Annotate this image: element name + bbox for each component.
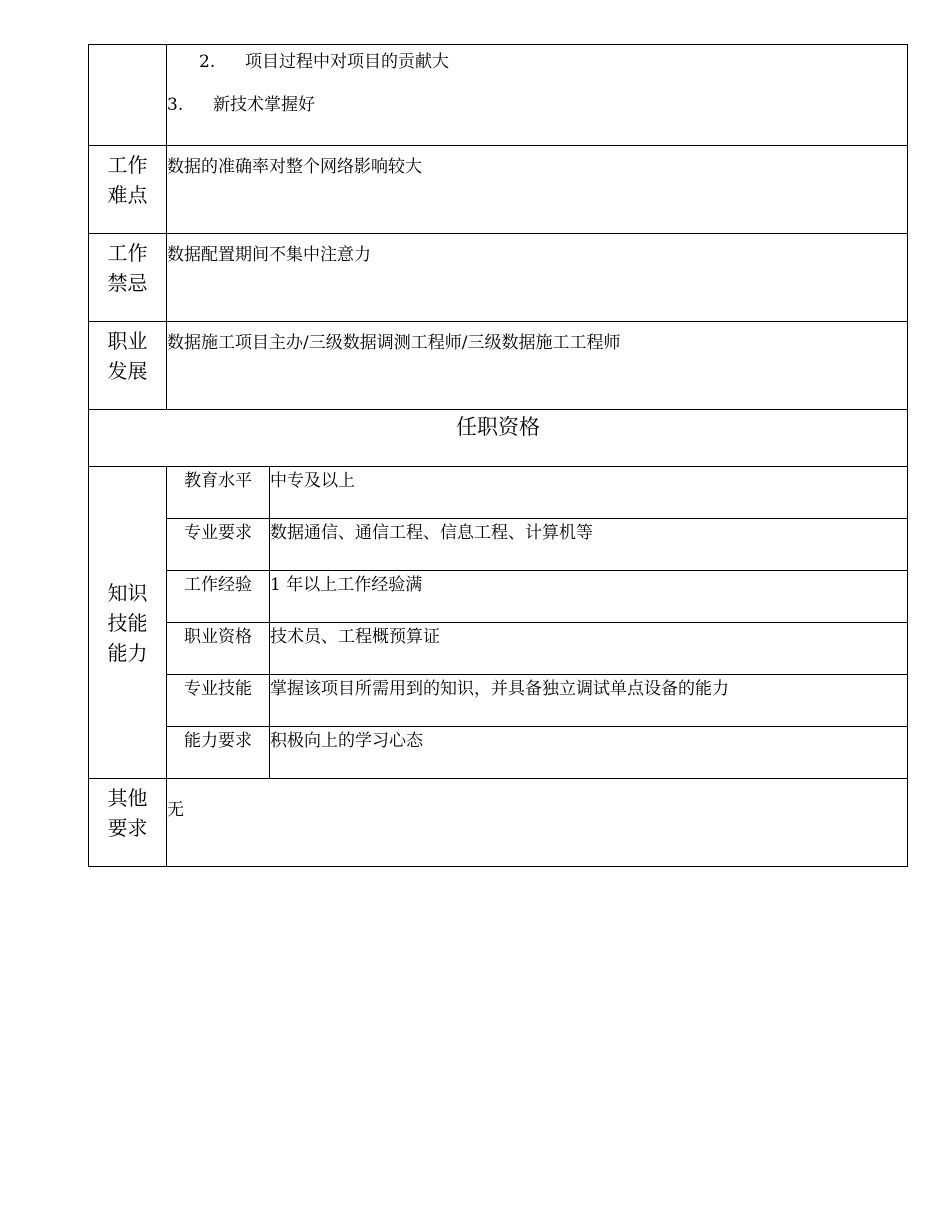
list-item xyxy=(167,91,907,119)
sub-label-major: 专业要求 xyxy=(167,519,270,571)
table-row xyxy=(89,146,908,234)
table-row xyxy=(89,234,908,322)
sub-value-skills: 掌握该项目所需用到的知识，并具备独立调试单点设备的能力 xyxy=(270,675,908,727)
list-number: 2. xyxy=(199,52,216,72)
table-row xyxy=(89,727,908,779)
top-list-cell xyxy=(167,45,908,146)
table-row xyxy=(89,779,908,867)
section-header-row xyxy=(89,410,908,467)
sub-value-education: 中专及以上 xyxy=(270,467,908,519)
row-label-difficulty: 工作 难点 xyxy=(89,146,167,234)
table-row xyxy=(89,623,908,675)
sub-value-experience: 1 年以上工作经验满 xyxy=(270,571,908,623)
table-row xyxy=(89,467,908,519)
row-value-taboo: 数据配置期间不集中注意力 xyxy=(167,234,908,322)
sub-value-ability: 积极向上的学习心态 xyxy=(270,727,908,779)
list-item xyxy=(167,48,907,76)
row-value-career: 数据施工项目主办/三级数据调测工程师/三级数据施工工程师 xyxy=(167,322,908,410)
table-row xyxy=(89,322,908,410)
table-row xyxy=(89,519,908,571)
row-label-other: 其他 要求 xyxy=(89,779,167,867)
sub-label-qualification: 职业资格 xyxy=(167,623,270,675)
section-header: 任职资格 xyxy=(89,410,908,467)
top-list-label-cell xyxy=(89,45,167,146)
knowledge-label: 知识 技能 能力 xyxy=(89,467,167,779)
sub-label-education: 教育水平 xyxy=(167,467,270,519)
sub-label-experience: 工作经验 xyxy=(167,571,270,623)
list-text: 新技术掌握好 xyxy=(213,95,315,115)
list-number: 3. xyxy=(167,95,184,115)
row-value-difficulty: 数据的准确率对整个网络影响较大 xyxy=(167,146,908,234)
top-list-row xyxy=(89,45,908,146)
sub-value-major: 数据通信、通信工程、信息工程、计算机等 xyxy=(270,519,908,571)
sub-label-skills: 专业技能 xyxy=(167,675,270,727)
row-label-taboo: 工作 禁忌 xyxy=(89,234,167,322)
row-label-career: 职业 发展 xyxy=(89,322,167,410)
table-row xyxy=(89,675,908,727)
sub-value-qualification: 技术员、工程概预算证 xyxy=(270,623,908,675)
sub-label-ability: 能力要求 xyxy=(167,727,270,779)
job-description-table xyxy=(88,44,908,867)
list-text: 项目过程中对项目的贡献大 xyxy=(245,52,449,72)
table-row xyxy=(89,571,908,623)
row-value-other: 无 xyxy=(167,779,908,867)
